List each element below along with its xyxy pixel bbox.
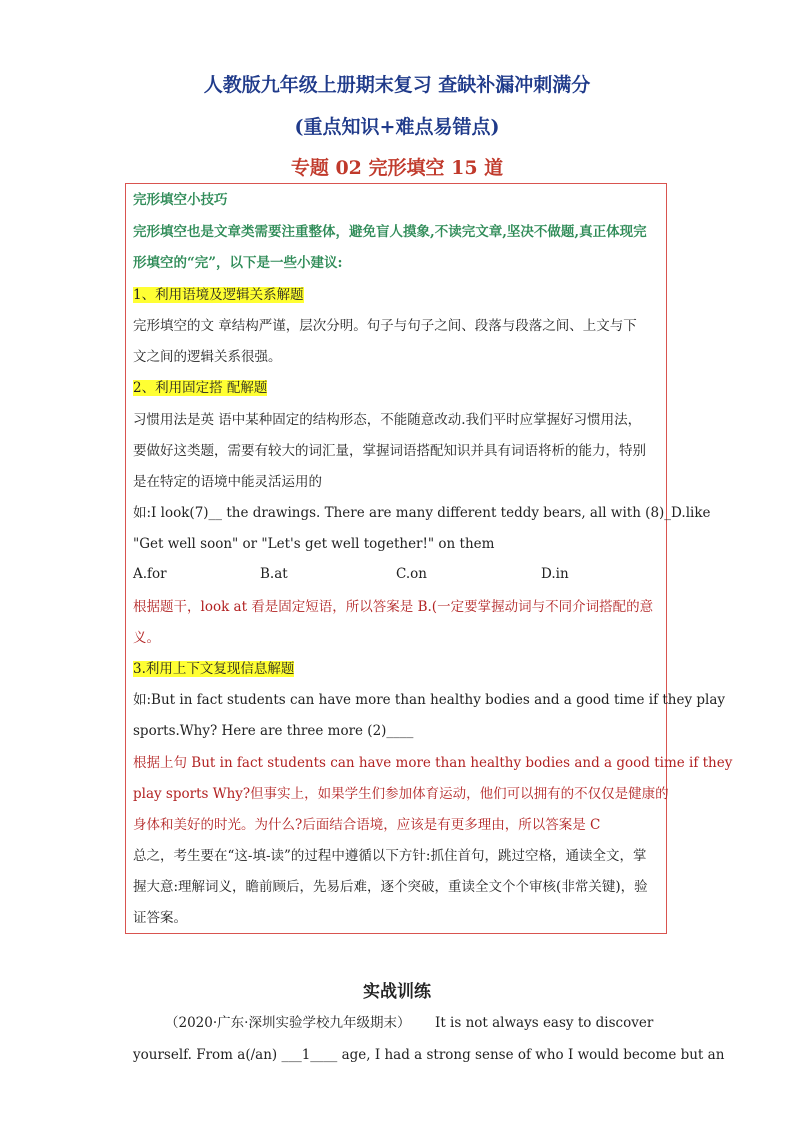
section1-para-line1: 完形填空的文 章结构严谨，层次分明。句子与句子之间、段落与段落之间、上文与下	[133, 318, 637, 334]
practice-line2: yourself. From a(/an) ___1____ age, I had a strong sense of who I would become but an	[133, 1047, 725, 1063]
section3-example-line1: 如:But in fact students can have more than healthy bodies and a good time if they play	[133, 692, 726, 708]
topic-title: 专题 02 完形填空 15 道	[290, 157, 504, 179]
practice-heading: 实战训练	[363, 982, 431, 1002]
section2-example-line1: 如:I look(7)__ the drawings. There are many different teddy bears, all with (8)_D.like	[133, 505, 711, 521]
section2-title-text: 2、利用固定搭 配解题	[133, 380, 268, 396]
section3-answer-line2: play sports Why?但事实上，如果学生们参加体育运动，他们可以拥有的不仅仅是健康的	[133, 786, 669, 802]
summary-line2: 握大意:理解词义，瞻前顾后，先易后难，逐个突破，重读全文个个审核(非常关键)，验	[133, 879, 648, 895]
section2-example-line2: "Get well soon" or "Let's get well together!" on them	[133, 536, 495, 552]
option-d: D.in	[541, 566, 569, 582]
option-c: C.on	[396, 566, 427, 582]
section1-title-text: 1、利用语境及逻辑关系解题	[133, 287, 304, 303]
summary-line3: 证答案。	[133, 910, 187, 926]
section2-answer-line1: 根据题干，look at 看是固定短语，所以答案是 B.(一定要掌握动词与不同介词搭配的意	[133, 599, 654, 615]
section1-para-line2: 文之间的逻辑关系很强。	[133, 349, 282, 365]
tips-intro-line2: 形填空的“完”，以下是一些小建议:	[133, 255, 343, 271]
tips-intro-line1: 完形填空也是文章类需要注重整体，避免盲人摸象,不读完文章,坚决不做题,真正体现完	[133, 224, 647, 240]
section2-para-line3: 是在特定的语境中能灵活运用的	[133, 474, 322, 490]
section2-para-line2: 要做好这类题，需要有较大的词汇量，掌握词语搭配知识并具有词语将析的能力，特别	[133, 443, 646, 459]
section2-answer-line2: 义。	[133, 630, 160, 646]
section3-answer-line3: 身体和美好的时光。为什么?后面结合语境，应该是有更多理由，所以答案是 C	[133, 817, 601, 833]
section2-para-line1: 习惯用法是英 语中某种固定的结构形态，不能随意改动.我们平时应掌握好习惯用法，	[133, 412, 642, 428]
practice-line1: It is not always easy to discover	[435, 1015, 654, 1031]
section2-title	[133, 379, 267, 397]
doc-title: 人教版九年级上册期末复习 查缺补漏冲刺满分	[203, 74, 591, 96]
option-b: B.at	[260, 566, 288, 582]
summary-line1: 总之，考生要在“这-填-读”的过程中遵循以下方针:抓住首句，跳过空格，通读全文，掌	[133, 848, 647, 864]
section3-example-line2: sports.Why? Here are three more (2)____	[133, 723, 414, 739]
option-a: A.for	[133, 566, 167, 582]
tips-heading: 完形填空小技巧	[133, 192, 228, 208]
section1-title	[133, 286, 304, 304]
practice-source: （2020·广东·深圳实验学校九年级期末）	[165, 1015, 411, 1031]
doc-subtitle: (重点知识+难点易错点)	[294, 116, 500, 138]
section3-title-text: 3.利用上下文复现信息解题	[133, 661, 295, 677]
section3-answer-line1: 根据上句 But in fact students can have more than healthy bodies and a good time if they	[133, 755, 733, 771]
section3-title	[133, 660, 294, 678]
